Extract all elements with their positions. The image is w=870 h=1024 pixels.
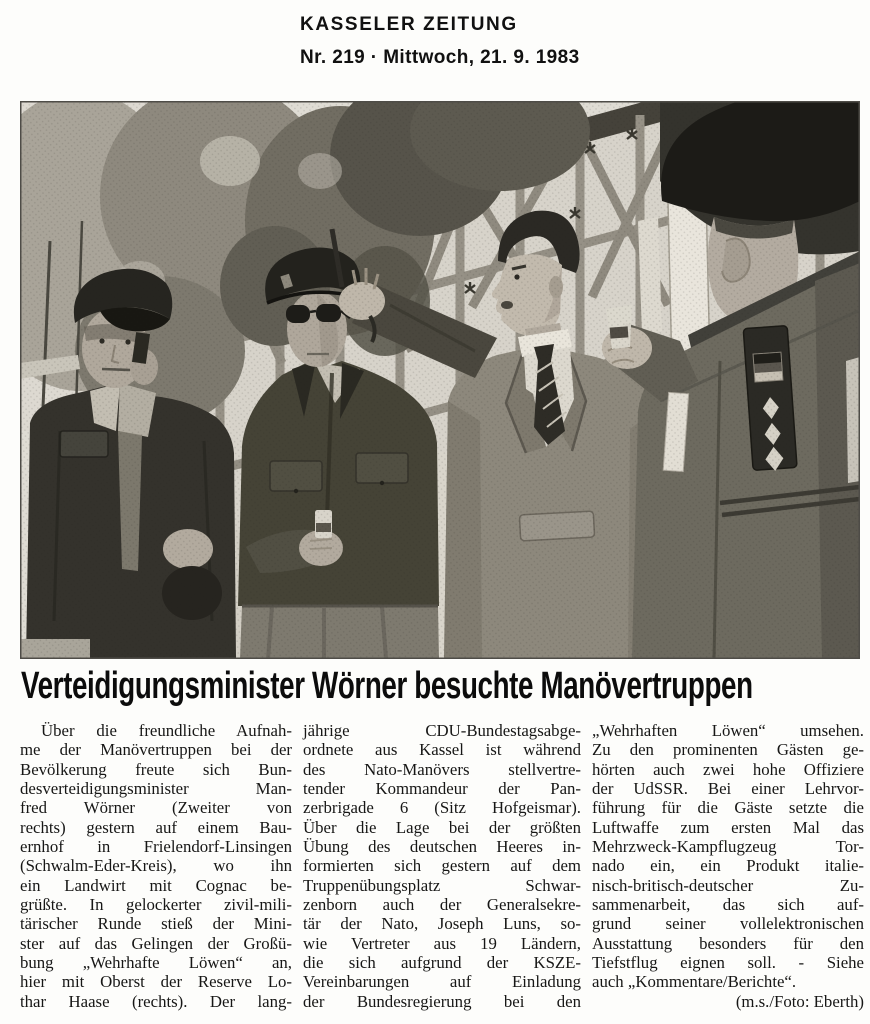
article-line: ordnete aus Kassel ist während [303,740,581,760]
news-photo-illustration [20,101,860,659]
article-column-3 [592,721,864,1011]
article-line: tender Kommandeur der Pan- [303,779,581,799]
article-line: des Nato-Manövers stellvertre- [303,759,581,779]
article-line: der UdSSR. Bei einer Lehrvor- [592,779,864,799]
masthead-title: KASSELER ZEITUNG [300,14,518,35]
article-line: Truppenübungsplatz Schwar- [303,875,581,895]
article-body [20,721,864,1011]
article-column-2 [303,721,581,1011]
article-line: fred Wörner (Zweiter von [20,798,292,818]
article-line: ster auf das Gelingen der Großü- [20,933,292,953]
article-line: me der Manövertruppen bei der [20,740,292,760]
article-line: grüßte. In gelockerter zivil-mili- [20,895,292,915]
article-line: tärischer Runde stieß der Mini- [20,914,292,934]
article-line: Zu den prominenten Gästen ge- [592,740,864,760]
article-line: zerbrigade 6 (Sitz Hofgeismar). [303,798,581,818]
article-line: „Wehrhaften Löwen“ umsehen. [592,721,864,740]
article-line: ein Landwirt mit Cognac be- [20,875,292,895]
article-line: Über die freundliche Aufnah- [41,721,292,740]
article-line: bung „Wehrhafte Löwen“ an, [20,953,292,973]
article-line: hier mit Oberst der Reserve Lo- [20,972,292,992]
article-line: formierten sich gestern auf dem [303,856,581,876]
article-line: tär der Nato, Joseph Luns, so- [303,914,581,934]
article-line: führung für die Gäste setzte die [592,798,864,818]
article-line: auch „Kommentare/Berichte“. [592,972,797,992]
article-line: ernhof in Frielendorf-Linsingen [20,837,292,857]
article-line: nado ein, ein Produkt italie- [592,856,864,876]
photo-credit: (m.s./Foto: Eberth) [735,991,864,1011]
article-column-1 [20,721,292,1011]
article-line: Übung des deutschen Heeres in- [303,837,581,857]
article-line: Vereinbarungen auf Einladung [303,972,581,992]
article-line: (Schwalm-Eder-Kreis), wo ihn [20,856,292,876]
article-line: der Bundesregierung bei den [303,991,581,1011]
article-line: Bevölkerung freute sich Bun- [20,759,292,779]
article-line: thar Haase (rechts). Der lang- [20,991,292,1011]
article-line: rechts) gestern auf einem Bau- [20,817,292,837]
article-line: jährige CDU-Bundestagsabge- [303,721,581,740]
article-line: zenborn auch der Generalsekre- [303,895,581,915]
halftone-overlay [20,101,860,659]
article-line: desverteidigungsminister Man- [20,779,292,799]
article-line: sammenarbeit, das sich auf- [592,895,864,915]
masthead-issue-line: Nr. 219 · Mittwoch, 21. 9. 1983 [300,47,580,68]
article-line: grund seiner vollelektronischen [592,914,864,934]
article-line: Luftwaffe zum ersten Mal das [592,817,864,837]
article-line: die sich aufgrund der KSZE- [303,953,581,973]
news-photo [20,101,860,659]
article-line: hörten auch zwei hohe Offiziere [592,759,864,779]
headline: Verteidigungsminister Wörner besuchte Manövertruppen [21,665,753,707]
article-line: nisch-britisch-deutscher Zu- [592,875,864,895]
article-line: Tiefstflug eignen soll. - Siehe [592,953,864,973]
article-line: Ausstattung besonders für den [592,933,864,953]
article-line: Über die Lage bei der größten [303,817,581,837]
article-line: wie Vertreter aus 19 Ländern, [303,933,581,953]
article-line: Mehrzweck-Kampflugzeug Tor- [592,837,864,857]
